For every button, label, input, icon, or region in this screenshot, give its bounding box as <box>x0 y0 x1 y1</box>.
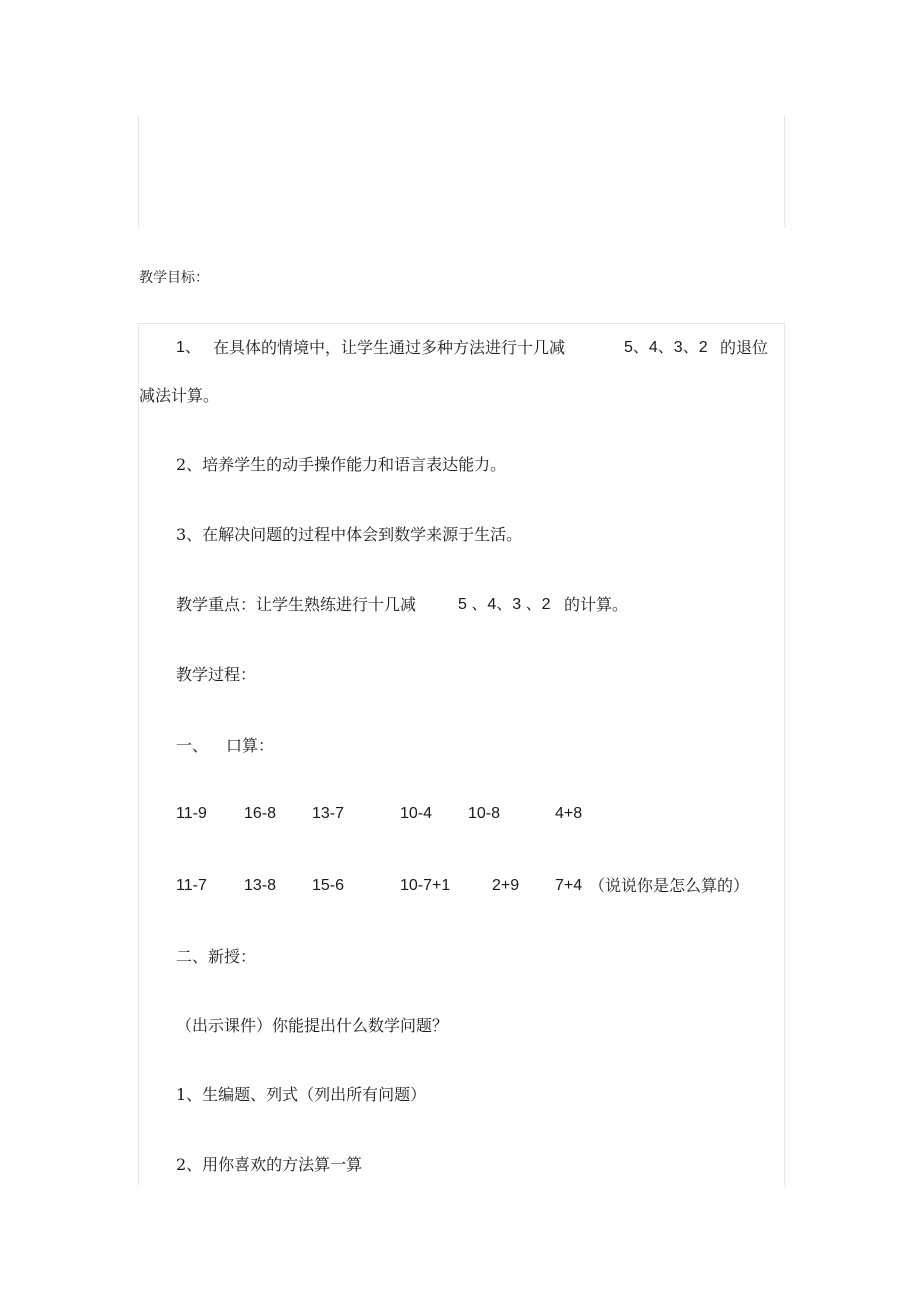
oral-item: 10-8 <box>468 805 501 822</box>
objective-1-text: 在具体的情境中，让学生通过多种方法进行十几减 <box>213 338 566 357</box>
step-2: 2、用你喜欢的方法算一算 <box>176 1155 363 1174</box>
oral-item: 7+4 <box>555 877 583 894</box>
oral-item: 13-8 <box>244 877 277 894</box>
objectives-heading: 教学目标： <box>139 270 209 286</box>
oral-item: 11-7 <box>176 877 207 894</box>
objective-1-numbers: 5、4、3、2 <box>624 339 708 356</box>
section-1-prefix: 一、 <box>176 736 209 755</box>
section-2-title: 二、新授： <box>176 947 257 966</box>
objective-2: 2、培养学生的动手操作能力和语言表达能力。 <box>176 455 507 474</box>
section-1-title: 口算： <box>226 736 275 755</box>
objective-1-number: 1、 <box>176 339 201 356</box>
oral-item: 11-9 <box>176 805 207 822</box>
key-point-numbers: 5 、4、3 、2 <box>458 596 551 613</box>
key-point-label: 教学重点：让学生熟练进行十几减 <box>176 595 417 614</box>
oral-item: 10-7+1 <box>400 877 451 894</box>
oral-item: 2+9 <box>492 877 520 894</box>
oral-item: 15-6 <box>312 877 345 894</box>
top-frame <box>138 116 785 228</box>
objective-1-continuation: 减法计算。 <box>139 386 220 405</box>
step-1: 1、生编题、列式（列出所有问题） <box>176 1085 427 1104</box>
oral-item: 13-7 <box>312 805 345 822</box>
objective-3: 3、在解决问题的过程中体会到数学来源于生活。 <box>176 525 523 544</box>
oral-item: 16-8 <box>244 805 277 822</box>
objective-1-tail: 的退位 <box>720 338 769 357</box>
key-point-tail: 的计算。 <box>564 595 629 614</box>
process-title: 教学过程： <box>176 665 257 684</box>
oral-note: （说说你是怎么算的） <box>589 876 750 895</box>
oral-item: 10-4 <box>400 805 433 822</box>
courseware-question: （出示课件）你能提出什么数学问题？ <box>176 1016 449 1035</box>
oral-item: 4+8 <box>555 805 583 822</box>
